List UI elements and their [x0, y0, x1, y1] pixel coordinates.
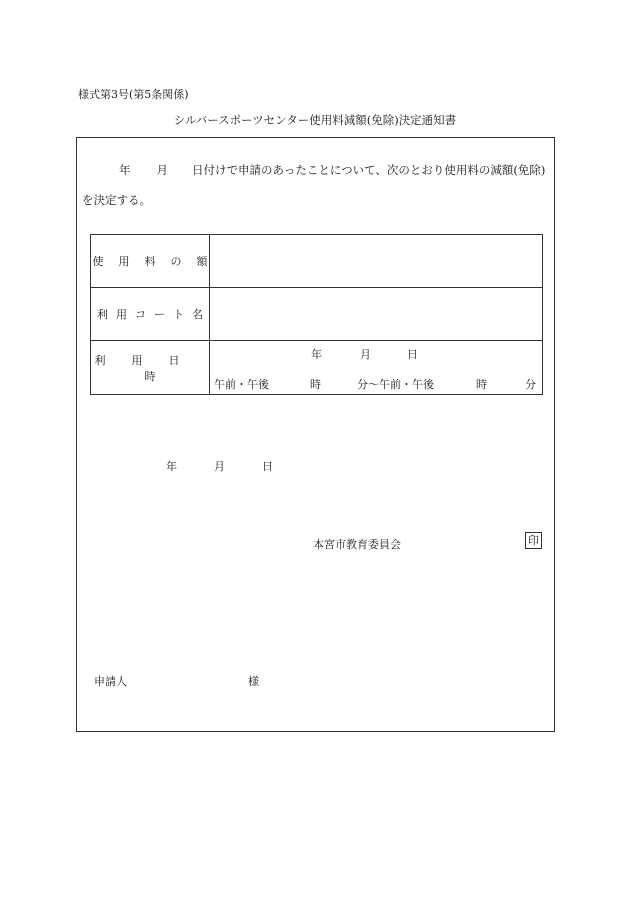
issue-month: 月 [214, 460, 225, 473]
issuer-name: 本宮市教育委員会 [313, 538, 401, 551]
court-label-char: 用 [116, 308, 127, 321]
fee-label [91, 235, 210, 288]
court-value [210, 288, 543, 341]
court-label-char: ト [173, 308, 184, 321]
start-ampm: 午前・午後 [214, 378, 269, 391]
court-label-char: 名 [192, 308, 203, 321]
issue-year: 年 [166, 460, 177, 473]
datetime-row [91, 341, 543, 395]
body-line-1 [119, 162, 545, 178]
datetime-label-char: 日 [168, 353, 180, 367]
fee-label-char: 料 [144, 255, 156, 268]
issue-day: 日 [262, 460, 273, 473]
court-label-char: 利 [97, 308, 108, 321]
applicant-label: 申請人 [94, 675, 127, 688]
document-title: シルバースポーツセンター使用料減額(免除)決定通知書 [173, 113, 457, 127]
end-minute: 分 [525, 378, 536, 391]
applicant-honorific: 様 [248, 675, 259, 688]
datetime-label [91, 341, 210, 395]
seal-mark: 印 [525, 532, 542, 549]
info-table [90, 234, 543, 395]
datetime-label-char: 時 [144, 369, 156, 383]
usage-month: 月 [360, 348, 371, 361]
fee-label-char: 額 [196, 255, 208, 268]
court-row [91, 288, 543, 341]
start-minute-end-ampm: 分〜午前・午後 [357, 378, 434, 391]
court-label [91, 288, 210, 341]
datetime-value [210, 341, 543, 395]
body-day-text: 日付けで申請のあったことについて、次のとおり使用料の減額(免除) [192, 163, 546, 177]
usage-day: 日 [407, 348, 418, 361]
fee-value [210, 235, 543, 288]
fee-row [91, 235, 543, 288]
start-hour: 時 [310, 378, 321, 391]
fee-label-char: 使 [92, 255, 104, 268]
court-label-char: コ [135, 308, 146, 321]
fee-label-char: 用 [118, 255, 130, 268]
body-year: 年 [119, 163, 131, 177]
court-label-char: ー [154, 308, 165, 321]
datetime-label-char: 用 [131, 353, 143, 367]
end-hour: 時 [476, 378, 487, 391]
body-line-2: を決定する。 [82, 193, 151, 207]
form-number: 様式第3号(第5条関係) [78, 88, 189, 101]
fee-label-char: の [170, 255, 182, 268]
document-frame [76, 137, 555, 732]
datetime-label-char: 利 [94, 353, 106, 367]
body-month: 月 [156, 163, 168, 177]
usage-year: 年 [311, 348, 322, 361]
